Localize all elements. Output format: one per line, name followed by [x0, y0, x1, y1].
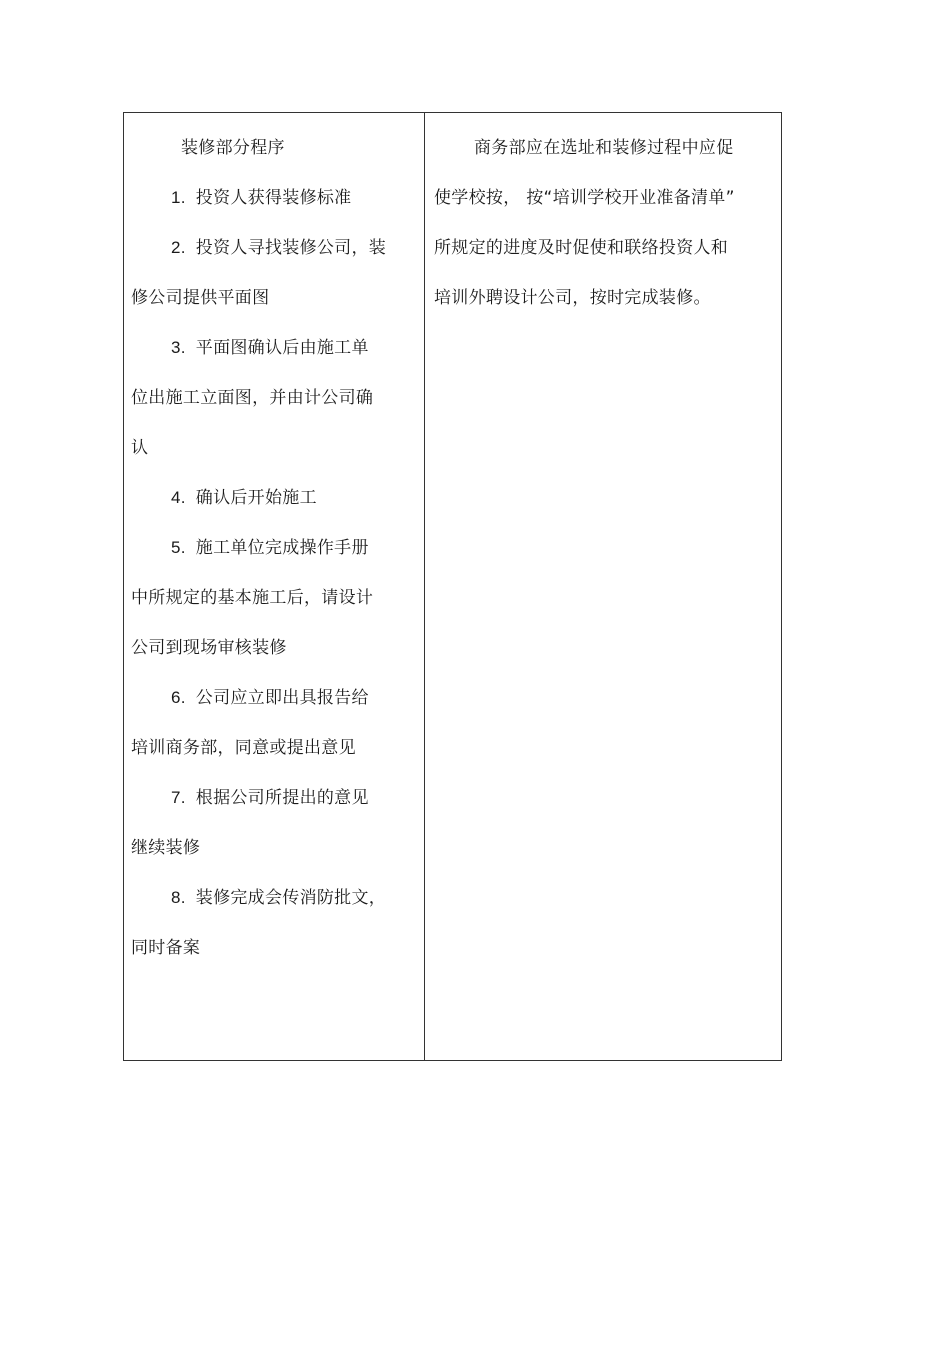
- item-number: 4.: [171, 488, 186, 507]
- right-line: 使学校按， 按“培训学校开业准备清单”: [434, 188, 735, 208]
- line-text: 平面图确认后由施工单: [195, 338, 369, 358]
- left-line: [131, 273, 418, 323]
- left-line: [131, 223, 418, 273]
- item-number: 2.: [171, 238, 186, 257]
- left-line: [131, 623, 418, 673]
- procedure-table: [123, 112, 782, 1061]
- item-number: 1.: [171, 188, 186, 207]
- left-line: [131, 423, 418, 473]
- line-text: 根据公司所提出的意见: [195, 788, 369, 808]
- left-line: [131, 373, 418, 423]
- line-text: 认: [131, 438, 149, 458]
- line-text: 修公司提供平面图: [131, 288, 270, 308]
- line-text: 继续装修: [131, 838, 201, 858]
- left-line: [131, 723, 418, 773]
- left-line: [131, 473, 418, 523]
- right-line: 商务部应在选址和装修过程中应促: [474, 138, 734, 158]
- line-text: 确认后开始施工: [195, 488, 317, 508]
- right-line: 所规定的进度及时促使和联络投资人和: [434, 238, 729, 258]
- line-text: 中所规定的基本施工后，请设计: [131, 588, 374, 608]
- line-text: 培训商务部，同意或提出意见: [131, 738, 356, 758]
- left-line: [131, 123, 418, 173]
- item-number: 5.: [171, 538, 186, 557]
- left-line: [131, 923, 418, 973]
- line-text: 装修完成会传消防批文，: [195, 888, 387, 908]
- right-line: 培训外聘设计公司，按时完成装修。: [434, 288, 711, 308]
- item-number: 7.: [171, 788, 186, 807]
- left-line: [131, 873, 418, 923]
- left-line: [131, 573, 418, 623]
- line-text: 装修部分程序: [181, 138, 285, 158]
- item-number: 8.: [171, 888, 186, 907]
- item-number: 6.: [171, 688, 186, 707]
- line-text: 同时备案: [131, 938, 201, 958]
- left-line: [131, 773, 418, 823]
- line-text: 投资人寻找装修公司，装: [195, 238, 387, 258]
- item-number: 3.: [171, 338, 186, 357]
- line-text: 施工单位完成操作手册: [195, 538, 369, 558]
- left-line: [131, 173, 418, 223]
- left-cell-renovation-procedure: [124, 113, 425, 1060]
- line-text: 公司到现场审核装修: [131, 638, 287, 658]
- line-text: 公司应立即出具报告给: [195, 688, 369, 708]
- left-line: [131, 523, 418, 573]
- left-line: [131, 673, 418, 723]
- left-line: [131, 823, 418, 873]
- right-cell-business-department: [425, 113, 781, 1060]
- left-line: [131, 323, 418, 373]
- line-text: 投资人获得装修标准: [195, 188, 352, 208]
- line-text: 位出施工立面图，并由计公司确: [131, 388, 374, 408]
